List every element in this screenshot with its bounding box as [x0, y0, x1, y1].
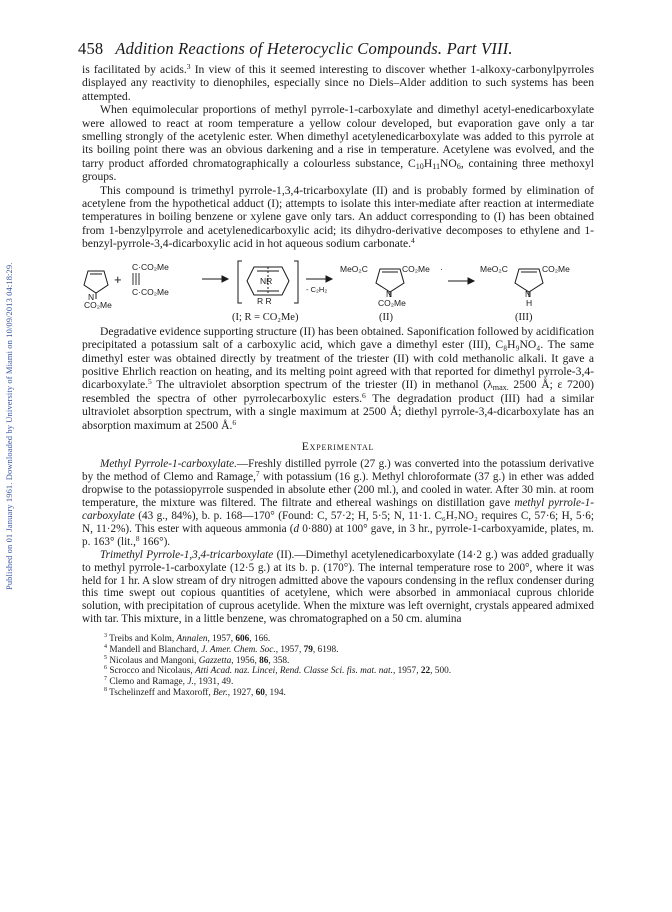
section-title-experimental: Experimental — [301, 439, 375, 453]
p2-text: When equimolecular proportions of methyl pyrrole-1-carboxylate and dimethyl acetyl-enedicarboxylate were allowed to react at room temperature a yellow colour developed, but evaporation gave only a tar smelling strongly of the acetylenic ester. When dimethyl acetylenedicarboxylate was added to this pyrrole at its boiling point there was an obvious darkening and a rise in temperature. Acetylene was evolved, and the tarry product afforded chromatographically a colourless substance, — [82, 103, 594, 170]
ref-4: 4 — [411, 236, 415, 246]
paragraph-3 — [82, 184, 594, 251]
download-watermark — [4, 120, 18, 590]
footnote: $^3$ Treibs and Kolm, Annalen, 1957, 606, 166. — [104, 633, 271, 645]
arrow-2 — [306, 276, 332, 282]
arrow-1 — [202, 276, 228, 282]
experimental-section — [82, 458, 594, 626]
ii-dot: · — [440, 263, 443, 274]
p2-text-end: , containing three methoxyl groups. — [82, 156, 594, 184]
footnotes — [82, 634, 594, 698]
formula-c8h9no4: C₈H₉NO₄ — [495, 338, 541, 352]
ref-5: 5 — [148, 377, 152, 387]
iii-h: H — [526, 297, 533, 308]
running-header — [78, 39, 598, 59]
plus-sign: + — [114, 271, 122, 287]
p1-text-a: is facilitated by acids. — [82, 63, 187, 76]
footnote: $^5$ Nicolaus and Mangoni, Gazzetta, 1956, 86, 358. — [104, 654, 290, 666]
paragraph-4: Degradative evidence supporting structure (II) has been obtained. Saponification followed by acidification precipitated a potassium salt of a carboxylic acid, which gave a dimethyl ester (III), C₈H₉NO₄. The same dimethyl ester was obtained directly by treatment of the triester (II) with cold methanolic alkali. It gave a positive Ehrlich reaction on heating, and its melting point agreed with that reported for dimethyl pyrrole-3,4-dicarboxylate.$^5$ The ultraviolet absorption spectrum of the triester (II) in methanol ($\lambda_{max.}$ 2500 Å; ε 7200) resembled the spectra of other pyrrolecarboxylic esters.$^6$ The degradation product (III) had a similar ultraviolet absorption spectrum, with a single maximum at 2500 Å; diethyl pyrrole-3,4-dicarboxylate has an absorption maximum at 2500 Å.$^6$ — [82, 324, 595, 432]
experimental-paragraph-2: Trimethyl Pyrrole-1,3,4-tricarboxylate (II).—Dimethyl acetylenedicarboxylate (14·2 g.) was added gradually to methyl pyrrole-1-carboxylate (12·5 g.) at its b. p. (170°). The internal temperature rose to 200°, where it was held for 1 hr. A slow stream of dry nitrogen admitted above the vapours condensing in the reflux condenser during this time swept out copious quantities of acetylene, which were absorbed in ammoniacal cuprous chloride solution, with precipitation of cuprous acetylide. When the mixture was left overnight, crystals appeared admixed with tar. This mixture, in a little benzene, was chromatographed on a 50 cm. alumina — [82, 548, 594, 626]
iii-left-ester: MeO₂C — [480, 263, 508, 274]
e1-title: Methyl Pyrrole-1-carboxylate. — [100, 458, 237, 471]
footnote: $^4$ Mandell and Blanchard, J. Amer. Chem. Soc., 1957, 79, 6198. — [104, 643, 339, 655]
ii-n: N — [386, 288, 393, 299]
ref-7: 7 — [255, 470, 260, 479]
formula-c10h11no6: $C_{10}H_{11}NO_6$ — [407, 156, 461, 171]
page-number: 458 — [78, 39, 104, 58]
pyrrole-n: N — [88, 291, 95, 302]
p3-text: This compound is trimethyl pyrrole-1,3,4-tricarboxylate (II) and is probably formed by elimination of acetylene from the hypothetical adduct (I); attempts to isolate this inter-mediate after reaction at intermediate temperatures in boiling benzene or xylene gave only tars. An adduct corresponding to (I) has been obtained from 1-benzylpyrrole and acetylenedicarboxylic acid; its dihydro-derivative decomposes to ethylene and 1-benzyl-pyrrole-3,4-dicarboxylic acid in hot aqueous sodium carbonate. — [82, 183, 594, 251]
experimental-paragraph-1: Methyl Pyrrole-1-carboxylate.—Freshly distilled pyrrole (27 g.) was converted into the potassium derivative by the method of Clemo and Ramage,$^7$ with potassium (16 g.). Methyl chloroformate (37 g.) in ether was added dropwise to the potassiopyrrole suspended in absolute ether (200 ml.), and cooled in water. After 30 min. at room temperature, the mixture was filtered. The filtrate and ethereal washings on distillation gave methyl pyrrole-1-carboxylate (43 g., 84%), b. p. 168—170° (Found: C, 57·2; H, 5·5; N, 11·1. C₆H₇NO₂ requires C, 57·6; H, 5·6; N, 11·2%). This ester with aqueous ammonia (d 0·880) at 100° gave, in 3 hr., pyrrole-1-carboxyamide, plates, m. p. 163° (lit.,$^8$ 166°). — [82, 458, 595, 548]
iii-n: N — [525, 288, 532, 299]
footnote: $^8$ Tschelinzeff and Maxoroff, Ber., 1927, 60, 194. — [104, 686, 286, 698]
eliminated-acetylene: - C₂H₂ — [306, 284, 328, 294]
footnote: $^7$ Clemo and Ramage, J., 1931, 49. — [104, 675, 234, 687]
ii-right-ester: CO₂Me — [402, 263, 430, 274]
ii-left-ester: MeO₂C — [340, 263, 368, 274]
caption-iii: (III) — [515, 311, 533, 323]
ref-6: 6 — [362, 390, 366, 400]
e1-product: methyl pyrrole-1-carboxylate — [82, 497, 594, 522]
ref-3: 3 — [186, 62, 191, 71]
ii-substituent: CO₂Me — [378, 297, 406, 308]
running-title: Addition Reactions of Heterocyclic Compounds. Part VIII. — [115, 39, 513, 58]
paragraph-1 — [82, 63, 594, 103]
reagent-top: C·CO₂Me — [132, 261, 169, 272]
e2-title: Trimethyl Pyrrole-1,3,4-tricarboxylate — [100, 548, 274, 561]
iii-right-ester: CO₂Me — [542, 263, 570, 274]
adduct-r-groups: R R — [257, 295, 272, 306]
p1-text-b: In view of this it seemed interesting to discover whether 1-alkoxy-carbonylpyrroles displayed any reactivity to dienophiles, especially since no Diels–Alder addition to such systems has been attempted. — [82, 63, 594, 103]
caption-ii: (II) — [379, 311, 393, 323]
footnote: $^6$ Scrocco and Nicolaus, Atti Acad. naz. Lincei, Rend. Classe Sci. fis. mat. nat., 1957, 22, 500. — [104, 665, 452, 677]
paragraph-2 — [82, 103, 594, 183]
adduct-nr: NR — [260, 275, 273, 286]
download-watermark-text: Published on 01 January 1961. Downloaded by University of Miami on 10/09/2013 04:18:29. — [4, 262, 14, 590]
arrow-3 — [448, 278, 474, 284]
main-text — [82, 63, 594, 698]
caption-i: (I; R = CO₂Me) — [232, 311, 299, 323]
ref-6b: 6 — [232, 417, 237, 427]
triple-bond — [133, 273, 139, 285]
reaction-scheme — [82, 259, 594, 321]
ref-8: 8 — [135, 534, 140, 543]
pyrrole-substituent: CO₂Me — [84, 299, 112, 310]
reagent-bottom: C·CO₂Me — [132, 286, 169, 297]
